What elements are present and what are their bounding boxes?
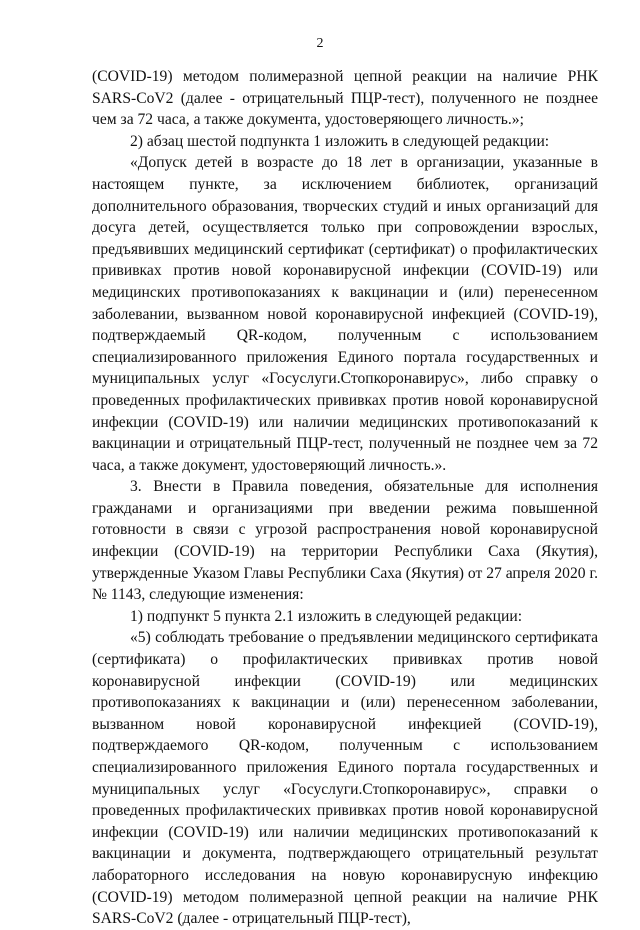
paragraph-subitem-1: 1) подпункт 5 пункта 2.1 изложить в следующей редакции: [130, 607, 523, 625]
paragraph-item-3: 3. Внести в Правила поведения, обязательные для исполнения гражданами и организациями при введении режима повышенной готовности в связи с угрозой распространения новой коронавирусной инфекции (COVID-19) на территории Республики Саха (Якутия), утвержденные Указом Главы Республики Саха (Якутия) от 27 апреля 2020 г. № 1143, следующие изменения: [92, 478, 598, 604]
paragraph-requirement-5: «5) соблюдать требование о предъявлении медицинского сертификата (сертификата) о профилактических прививках против новой коронавирусной инфекции (COVID-19) или медицинских противопоказаниях к вакцинации и (или) перенесенном заболевании, вызванном новой коронавирусной инфекцией (COVID-19), подтверждаемого QR-кодом, полученным с использованием специализированного приложения Единого портала государственных и муниципальных услуг «Госуслуги.Стопкоронавирус», справки о проведенных профилактических прививках против новой коронавирусной инфекции (COVID-19) или наличии медицинских противопоказаний к вакцинации и документа, подтверждающего отрицательный результат лабораторного исследования на новую коронавирусную инфекцию (COVID-19) методом полимеразной цепной реакции на наличие РНК SARS-CoV2 (далее - отрицательный ПЦР-тест), [92, 629, 598, 928]
document-body [92, 66, 598, 930]
page-number: 2 [316, 36, 324, 51]
paragraph-amendment-2: 2) абзац шестой подпункта 1 изложить в следующей редакции: [130, 132, 550, 150]
paragraph-children-admission: «Допуск детей в возрасте до 18 лет в организации, указанные в настоящем пункте, за исключением библиотек, организаций дополнительного образования, творческих студий и иных организаций для досуга детей, осуществляется только при сопровождении взрослых, предъявивших медицинский сертификат (сертификат) о профилактических прививках против новой коронавирусной инфекции (COVID-19) или медицинских противопоказаниях к вакцинации и (или) перенесенном заболевании, вызванном новой коронавирусной инфекцией (COVID-19), подтверждаемый QR-кодом, полученным с использованием специализированного приложения Единого портала государственных и муниципальных услуг «Госуслуги.Стопкоронавирус», либо справку о проведенных профилактических прививках против новой коронавирусной инфекции (COVID-19) или наличии медицинских противопоказаний к вакцинации и отрицательный ПЦР-тест, полученный не позднее чем за 72 часа, а также документ, удостоверяющий личность.». [92, 154, 598, 474]
paragraph-continuation: (COVID-19) методом полимеразной цепной реакции на наличие РНК SARS-CoV2 (далее - отрицательный ПЦР-тест), полученного не позднее чем за 72 часа, а также документа, удостоверяющего личность.»; [92, 68, 598, 129]
